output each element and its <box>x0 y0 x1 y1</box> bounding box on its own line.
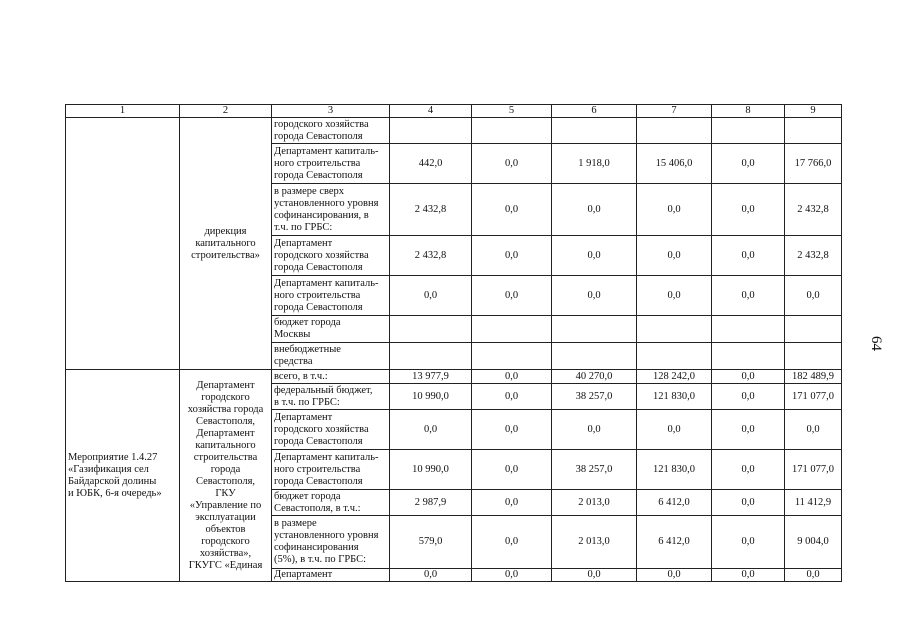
header-cell-3: 3 <box>272 105 390 118</box>
table-row <box>66 118 842 144</box>
value-cell-col6 <box>552 118 637 144</box>
value-cell-col7: 0,0 <box>637 410 712 450</box>
value-cell-col9: 182 489,9 <box>785 370 842 384</box>
value-cell-col4: 13 977,9 <box>390 370 472 384</box>
value-cell-col7: 15 406,0 <box>637 144 712 184</box>
header-cell-5: 5 <box>472 105 552 118</box>
value-cell-col4: 2 987,9 <box>390 490 472 516</box>
value-cell-col7: 6 412,0 <box>637 516 712 569</box>
block2-col1: Мероприятие 1.4.27 «Газификация сел Байдарской долины и ЮБК, 6-я очередь» <box>66 370 180 582</box>
block1-col1 <box>66 118 180 370</box>
value-cell-col8: 0,0 <box>712 370 785 384</box>
row-label: Департамент городского хозяйства города Севастополя <box>272 236 390 276</box>
value-cell-col5: 0,0 <box>472 276 552 316</box>
value-cell-col6: 0,0 <box>552 410 637 450</box>
value-cell-col8: 0,0 <box>712 276 785 316</box>
value-cell-col8: 0,0 <box>712 410 785 450</box>
value-cell-col5 <box>472 316 552 343</box>
value-cell-col9: 0,0 <box>785 569 842 582</box>
value-cell-col8 <box>712 118 785 144</box>
value-cell-col5: 0,0 <box>472 516 552 569</box>
value-cell-col9 <box>785 118 842 144</box>
value-cell-col9: 171 077,0 <box>785 384 842 410</box>
value-cell-col6: 0,0 <box>552 236 637 276</box>
value-cell-col9: 171 077,0 <box>785 450 842 490</box>
value-cell-col4: 579,0 <box>390 516 472 569</box>
value-cell-col6: 0,0 <box>552 184 637 236</box>
value-cell-col9: 0,0 <box>785 410 842 450</box>
value-cell-col6: 2 013,0 <box>552 490 637 516</box>
value-cell-col9: 2 432,8 <box>785 236 842 276</box>
value-cell-col8 <box>712 316 785 343</box>
value-cell-col5: 0,0 <box>472 569 552 582</box>
value-cell-col9: 2 432,8 <box>785 184 842 236</box>
header-cell-6: 6 <box>552 105 637 118</box>
header-cell-4: 4 <box>390 105 472 118</box>
value-cell-col9: 9 004,0 <box>785 516 842 569</box>
value-cell-col7: 0,0 <box>637 236 712 276</box>
value-cell-col5: 0,0 <box>472 184 552 236</box>
value-cell-col6: 38 257,0 <box>552 384 637 410</box>
row-label: внебюджетные средства <box>272 343 390 370</box>
value-cell-col6: 38 257,0 <box>552 450 637 490</box>
value-cell-col4 <box>390 118 472 144</box>
value-cell-col8 <box>712 343 785 370</box>
value-cell-col8: 0,0 <box>712 184 785 236</box>
value-cell-col8: 0,0 <box>712 236 785 276</box>
value-cell-col8: 0,0 <box>712 384 785 410</box>
header-cell-2: 2 <box>180 105 272 118</box>
value-cell-col5: 0,0 <box>472 236 552 276</box>
value-cell-col6: 40 270,0 <box>552 370 637 384</box>
value-cell-col7: 121 830,0 <box>637 450 712 490</box>
value-cell-col7: 128 242,0 <box>637 370 712 384</box>
header-cell-1: 1 <box>66 105 180 118</box>
value-cell-col5 <box>472 343 552 370</box>
budget-table <box>65 104 842 582</box>
value-cell-col4 <box>390 343 472 370</box>
value-cell-col4: 2 432,8 <box>390 184 472 236</box>
header-row <box>66 105 842 118</box>
row-label: бюджет города Москвы <box>272 316 390 343</box>
value-cell-col4 <box>390 316 472 343</box>
value-cell-col7: 0,0 <box>637 569 712 582</box>
row-label: в размере сверх установленного уровня софинансирования, в т.ч. по ГРБС: <box>272 184 390 236</box>
row-label: в размере установленного уровня софинансирования (5%), в т.ч. по ГРБС: <box>272 516 390 569</box>
value-cell-col4: 2 432,8 <box>390 236 472 276</box>
value-cell-col7 <box>637 118 712 144</box>
value-cell-col5: 0,0 <box>472 410 552 450</box>
value-cell-col9: 11 412,9 <box>785 490 842 516</box>
value-cell-col8: 0,0 <box>712 450 785 490</box>
value-cell-col6 <box>552 316 637 343</box>
row-label: всего, в т.ч.: <box>272 370 390 384</box>
row-label: Департамент <box>272 569 390 582</box>
value-cell-col7: 6 412,0 <box>637 490 712 516</box>
value-cell-col4: 442,0 <box>390 144 472 184</box>
row-label: бюджет города Севастополя, в т.ч.: <box>272 490 390 516</box>
value-cell-col5: 0,0 <box>472 370 552 384</box>
value-cell-col7 <box>637 316 712 343</box>
value-cell-col4: 10 990,0 <box>390 450 472 490</box>
value-cell-col8: 0,0 <box>712 569 785 582</box>
page-number: 64 <box>868 336 884 351</box>
value-cell-col7: 0,0 <box>637 276 712 316</box>
value-cell-col6: 2 013,0 <box>552 516 637 569</box>
value-cell-col5: 0,0 <box>472 450 552 490</box>
header-cell-9: 9 <box>785 105 842 118</box>
header-cell-8: 8 <box>712 105 785 118</box>
value-cell-col4: 0,0 <box>390 569 472 582</box>
block1-col2: дирекция капитального строительства» <box>180 118 272 370</box>
value-cell-col9 <box>785 343 842 370</box>
row-label: федеральный бюджет, в т.ч. по ГРБС: <box>272 384 390 410</box>
value-cell-col6: 0,0 <box>552 569 637 582</box>
value-cell-col7 <box>637 343 712 370</box>
value-cell-col5: 0,0 <box>472 144 552 184</box>
value-cell-col8: 0,0 <box>712 144 785 184</box>
value-cell-col8: 0,0 <box>712 516 785 569</box>
row-label: Департамент капиталь- ного строительства города Севастополя <box>272 450 390 490</box>
table-row <box>66 370 842 384</box>
header-cell-7: 7 <box>637 105 712 118</box>
row-label: городского хозяйства города Севастополя <box>272 118 390 144</box>
row-label: Департамент капиталь- ного строительства города Севастополя <box>272 276 390 316</box>
value-cell-col9: 0,0 <box>785 276 842 316</box>
row-label: Департамент капиталь- ного строительства города Севастополя <box>272 144 390 184</box>
value-cell-col5: 0,0 <box>472 490 552 516</box>
value-cell-col4: 0,0 <box>390 410 472 450</box>
value-cell-col4: 10 990,0 <box>390 384 472 410</box>
value-cell-col4: 0,0 <box>390 276 472 316</box>
value-cell-col7: 121 830,0 <box>637 384 712 410</box>
value-cell-col6: 0,0 <box>552 276 637 316</box>
value-cell-col9: 17 766,0 <box>785 144 842 184</box>
value-cell-col9 <box>785 316 842 343</box>
value-cell-col7: 0,0 <box>637 184 712 236</box>
value-cell-col6: 1 918,0 <box>552 144 637 184</box>
value-cell-col8: 0,0 <box>712 490 785 516</box>
block2-col2: Департамент городского хозяйства города Севастополя, Департамент капитального строительства города Севастополя, ГКУ «Управление по эксплуатации объектов городского хозяйства», ГКУГС «Единая <box>180 370 272 582</box>
value-cell-col6 <box>552 343 637 370</box>
row-label: Департамент городского хозяйства города Севастополя <box>272 410 390 450</box>
value-cell-col5 <box>472 118 552 144</box>
value-cell-col5: 0,0 <box>472 384 552 410</box>
